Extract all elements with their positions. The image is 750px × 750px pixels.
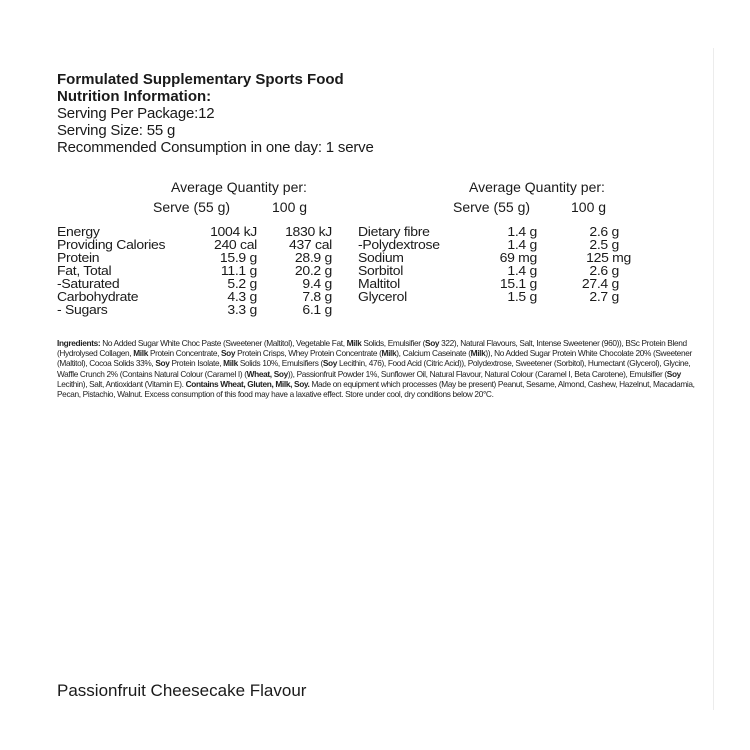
serve-value: 69 mg [499, 250, 537, 265]
per100g-value: 6.1 g [302, 302, 332, 317]
per100g-value: 2.6 g [589, 263, 619, 278]
nutrition-header [57, 71, 697, 156]
serve-value: 1.4 g [507, 224, 537, 239]
ingredients-paragraph [57, 338, 697, 399]
ingredients-text: )), Passionfruit Powder 1%, Sunflower Oil, Natural Flavour, Natural Colour (Caramel I, Beta Carotene), Emulsifier ( [287, 368, 667, 379]
ingredients-text: No Added Sugar White Choc Paste (Sweetener (Maltitol), Vegetable Fat, [100, 338, 347, 348]
nutrient-label: Maltitol [358, 276, 400, 291]
ingredients-text: Lecithin, 476), Food Acid (Citric Acid)), Polydextrose, Sweetener (Sorbitol), Humectant (Glycerol), Glycine, Waffle Crunch 2% (Contains Natural Colour (Caramel I) ( [57, 358, 691, 379]
per100g-value: 28.9 g [294, 250, 332, 265]
ingredients-text: Solids 10%, Emulsifiers ( [237, 358, 323, 369]
table-row [57, 304, 332, 317]
ingredients-text: ), Calcium Caseinate ( [396, 348, 471, 359]
ingredients-text: Protein Crisps, Whey Protein Concentrate ( [235, 348, 382, 359]
nutrient-label: Protein [57, 250, 100, 265]
per100g-value: 2.6 g [589, 224, 619, 239]
right-100g-column-header: 100 g [571, 199, 607, 215]
panel-edge-divider [713, 48, 714, 710]
nutrient-label: Sodium [358, 250, 404, 265]
serve-value: 15.1 g [499, 276, 537, 291]
serve-value: 1.4 g [507, 237, 537, 252]
nutrient-label: Sorbitol [358, 263, 404, 278]
left-average-quantity-label: Average Quantity per: [171, 179, 307, 195]
serve-value: 3.3 g [227, 302, 257, 317]
nutrient-label: Energy [57, 224, 100, 239]
serve-value: 1.5 g [507, 289, 537, 304]
serve-value: 5.2 g [227, 276, 257, 291]
ingredients-heading: Ingredients: [57, 338, 101, 348]
per100g-value: 9.4 g [302, 276, 332, 291]
nutrient-label: -Saturated [57, 276, 120, 291]
nutrient-label: Fat, Total [57, 263, 112, 278]
flavour-name: Passionfruit Cheesecake Flavour [57, 681, 307, 700]
per100g-value: 27.4 g [581, 276, 619, 291]
allergen-highlight: Wheat, Soy [246, 368, 288, 379]
serving-size: Serving Size: 55 g [57, 122, 176, 139]
allergen-statement: Contains Wheat, Gluten, Milk, Soy. [185, 378, 310, 389]
serve-value: 11.1 g [220, 263, 257, 278]
ingredients-text: )), No Added Sugar Protein White Chocolate 20% (Sweetener (Maltitol), Cocoa Solids 33%, [57, 348, 692, 369]
allergen-highlight: Soy [155, 358, 170, 369]
per100g-value: 125 mg [586, 250, 631, 265]
serve-value: 15.9 g [219, 250, 257, 265]
serve-value: 240 cal [213, 237, 257, 252]
nutrient-label: Carbohydrate [57, 289, 139, 304]
left-serve-column-header: Serve (55 g) [153, 199, 231, 215]
nutrient-label: Providing Calories [57, 237, 166, 252]
nutrition-information-heading: Nutrition Information: [57, 88, 212, 105]
allergen-highlight: Milk [470, 348, 486, 359]
per100g-value: 2.5 g [589, 237, 619, 252]
allergen-highlight: Milk [223, 358, 238, 369]
allergen-highlight: Milk [381, 348, 397, 359]
allergen-highlight: Soy [425, 338, 440, 348]
nutrient-label: -Polydextrose [358, 237, 440, 252]
allergen-highlight: Soy [322, 358, 338, 369]
nutrient-label: Dietary fibre [358, 224, 430, 239]
servings-per-package: Serving Per Package:12 [57, 105, 215, 122]
ingredients-text: Protein Concentrate, [147, 348, 221, 359]
per100g-value: 2.7 g [589, 289, 619, 304]
allergen-highlight: Milk [133, 348, 148, 359]
nutrient-label: - Sugars [57, 302, 108, 317]
ingredients-text: Lecithin), Salt, Antioxidant (Vitamin E). [57, 378, 186, 389]
ingredients-text: Solids, Emulsifier ( [361, 338, 426, 348]
right-average-quantity-label: Average Quantity per: [469, 179, 605, 195]
serve-value: 1.4 g [507, 263, 537, 278]
per100g-value: 1830 kJ [285, 224, 332, 239]
table-row [358, 291, 631, 304]
recommended-consumption: Recommended Consumption in one day: 1 serve [57, 139, 374, 156]
nutrient-label: Glycerol [358, 289, 407, 304]
ingredients-text: 322), Natural Flavours, Salt, Intense Sweetener (960)), BSc Protein Blend (Hydrolysed Collagen, [57, 338, 687, 359]
serve-value: 1004 kJ [210, 224, 257, 239]
ingredients-text: Protein Isolate, [169, 358, 224, 369]
left-100g-column-header: 100 g [272, 199, 308, 215]
per100g-value: 437 cal [288, 237, 332, 252]
product-category-title: Formulated Supplementary Sports Food [57, 71, 344, 88]
serve-value: 4.3 g [227, 289, 257, 304]
per100g-value: 7.8 g [302, 289, 332, 304]
ingredients-text: Made on equipment which processes (May be present) Peanut, Sesame, Almond, Cashew, Hazelnut, Macadamia, Pecan, Pistachio, Walnut. Excess consumption of this food may have a laxative effect. Store under cool, dry conditions below 20°C. [57, 378, 695, 400]
right-serve-column-header: Serve (55 g) [453, 199, 531, 215]
per100g-value: 20.2 g [294, 263, 332, 278]
allergen-highlight: Soy [221, 348, 236, 359]
allergen-highlight: Milk [346, 338, 362, 348]
allergen-highlight: Soy [666, 368, 681, 379]
